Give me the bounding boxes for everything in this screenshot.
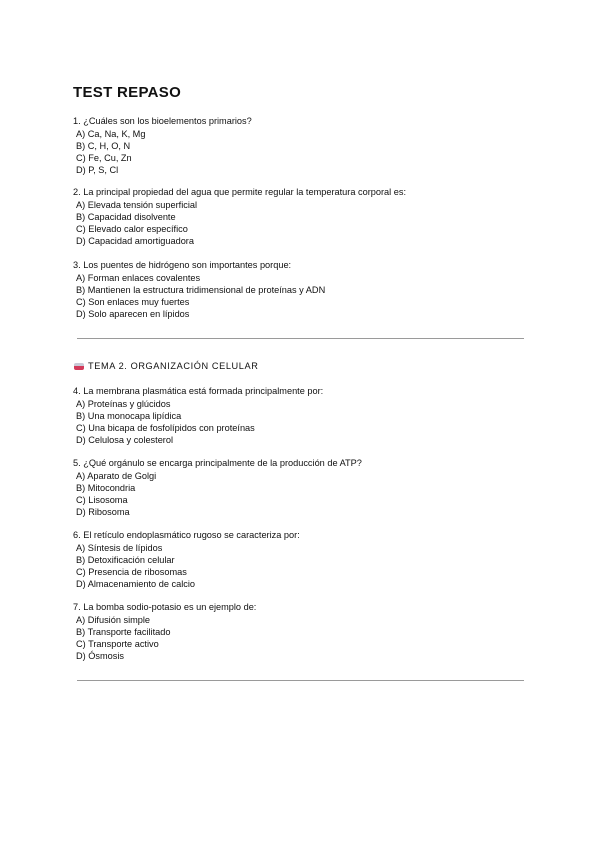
- option-b: B) Una monocapa lipídica: [76, 411, 182, 421]
- option-a: A) Aparato de Golgi: [76, 471, 157, 481]
- option-d: D) Ósmosis: [76, 651, 124, 661]
- option-c: C) Lisosoma: [76, 495, 128, 505]
- question-4: [73, 385, 323, 446]
- question-2: [73, 186, 406, 247]
- option-c: C) Elevado calor específico: [76, 224, 188, 234]
- option-d: D) Almacenamiento de calcio: [76, 579, 195, 589]
- question-3: [73, 259, 325, 320]
- question-text: 2. La principal propiedad del agua que permite regular la temperatura corporal es:: [73, 187, 406, 197]
- question-text: 7. La bomba sodio-potasio es un ejemplo de:: [73, 602, 257, 612]
- bottom-divider: [77, 680, 524, 681]
- option-b: B) Capacidad disolvente: [76, 212, 176, 222]
- option-c: C) Una bicapa de fosfolípidos con proteínas: [76, 423, 255, 433]
- section-heading: [74, 361, 258, 371]
- option-a: A) Ca, Na, K, Mg: [76, 129, 146, 139]
- option-a: A) Difusión simple: [76, 615, 151, 625]
- option-a: A) Elevada tensión superficial: [76, 200, 198, 210]
- book-icon: [74, 363, 84, 370]
- option-d: D) Celulosa y colesterol: [76, 435, 174, 445]
- option-c: C) Son enlaces muy fuertes: [76, 297, 190, 307]
- question-1: [73, 115, 252, 176]
- question-text: 5. ¿Qué orgánulo se encarga principalmente de la producción de ATP?: [73, 458, 362, 468]
- option-b: B) Detoxificación celular: [76, 555, 175, 565]
- question-text: 4. La membrana plasmática está formada principalmente por:: [73, 386, 324, 396]
- option-c: C) Fe, Cu, Zn: [76, 153, 132, 163]
- option-d: D) Solo aparecen en lípidos: [76, 309, 190, 319]
- question-6: [73, 529, 300, 590]
- option-d: D) Ribosoma: [76, 507, 130, 517]
- option-d: D) Capacidad amortiguadora: [76, 236, 194, 246]
- question-text: 3. Los puentes de hidrógeno son importantes porque:: [73, 260, 292, 270]
- option-b: B) C, H, O, N: [76, 141, 131, 151]
- option-c: C) Transporte activo: [76, 639, 159, 649]
- question-5: [73, 457, 362, 518]
- option-a: A) Proteínas y glúcidos: [76, 399, 171, 409]
- option-b: B) Transporte facilitado: [76, 627, 171, 637]
- question-7: [73, 601, 256, 662]
- option-d: D) P, S, Cl: [76, 165, 119, 175]
- section-divider: [77, 338, 524, 339]
- option-a: A) Síntesis de lípidos: [76, 543, 163, 553]
- question-text: 1. ¿Cuáles son los bioelementos primarios?: [73, 116, 252, 126]
- option-a: A) Forman enlaces covalentes: [76, 273, 201, 283]
- option-b: B) Mantienen la estructura tridimensional de proteínas y ADN: [76, 285, 326, 295]
- option-b: B) Mitocondria: [76, 483, 136, 493]
- page-title: TEST REPASO: [73, 84, 182, 101]
- section-title: TEMA 2. ORGANIZACIÓN CELULAR: [88, 361, 259, 371]
- question-text: 6. El retículo endoplasmático rugoso se caracteriza por:: [73, 530, 300, 540]
- option-c: C) Presencia de ribosomas: [76, 567, 187, 577]
